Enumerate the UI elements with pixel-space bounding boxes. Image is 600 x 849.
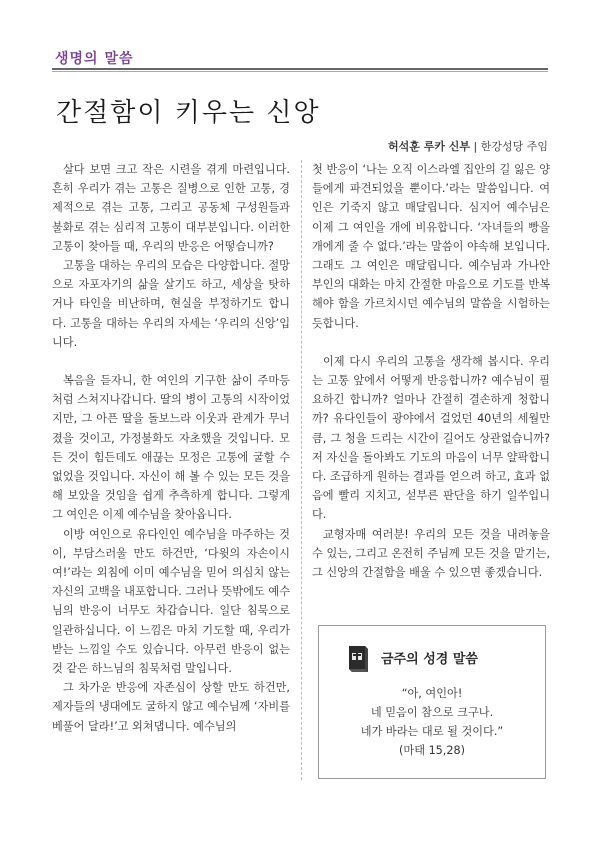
- paragraph: 이제 다시 우리의 고통을 생각해 봅시다. 우리는 고통 앞에서 어떻게 반응합니까? 예수님이 필요하긴 합니까? 얼마나 간절히 결손하게 청합니까? 유다인들이 광야에서 걸었던 40년의 세월만큼, 그 청을 드리는 시간이 길어도 상관없습니까? 저 자신을 돌아봐도 기도의 마음이 너무 얄팍합니다. 조급하게 원하는 결과를 얻으려 하고, 효과 없음에 빨리 지치고, 섣부른 판단을 하기 일쑤입니다.: [312, 354, 550, 522]
- byline-separator: |: [473, 140, 481, 153]
- section-label: 생명의 말씀: [55, 51, 134, 67]
- paragraph: 이방 여인으로 유다인인 예수님을 마주하는 것이, 부담스러울 만도 하건만, ‘다윗의 자손이시여!’라는 외침에 이미 예수님을 믿어 의심치 않는 자신의 고백을 내포합니다. 그러나 뜻밖에도 예수님의 반응이 너무도 차갑습니다. 일단 침묵으로 일관하십니다. 이 느낌은 마치 기도할 때, 우리가 받는 느낌일 수도 있습니다. 아무런 반응이 없는 것 같은 하느님의 침묵처럼 말입니다.: [52, 527, 290, 676]
- author-affiliation: 한강성당 주임: [480, 140, 548, 153]
- verse-heading: 금주의 성경 말씀: [381, 652, 478, 667]
- paragraph: 그 차가운 반응에 자존심이 상할 만도 하건만, 제자들의 냉대에도 굴하지 않고 예수님께 ‘자비를 베풀어 달라!’고 외쳐댑니다. 예수님의: [52, 681, 290, 733]
- verse-line: 네가 바라는 대로 될 것이다.”: [360, 725, 504, 738]
- paragraph: 교형자매 여러분! 우리의 모든 것을 내려놓을 수 있는, 그리고 온전히 주님께 모든 것을 맡기는, 그 신앙의 간절함을 배울 수 있으면 좋겠습니다.: [312, 527, 550, 580]
- verse-text: [319, 684, 545, 760]
- article-title: 간절함이 키우는 신앙: [56, 98, 321, 128]
- verse-line: “아, 여인아!: [401, 687, 463, 700]
- verse-reference: (마태 15,28): [399, 744, 465, 757]
- right-column: [312, 160, 550, 582]
- verse-line: 네 믿음이 참으로 크구나.: [370, 706, 494, 719]
- paragraph: 고통을 대하는 우리의 모습은 다양합니다. 절망으로 자포자기의 삶을 살기도 하고, 세상을 탓하거나 타인을 비난하며, 현실을 부정하기도 합니다. 고통을 대하는 우리의 자세는 ‘우리의 신앙’입니다.: [52, 259, 290, 349]
- header-rule: [52, 68, 548, 70]
- paragraph: 첫 반응이 ‘나는 오직 이스라엘 집안의 길 잃은 양들에게 파견되었을 뿐이다.’라는 말씀입니다. 여인은 기죽지 않고 매달립니다. 심지어 예수님은 이제 그 여인을 개에 비유합니다. ‘자녀들의 빵을 개에게 줄 수 없다.’라는 말씀이 야속해 보입니다. 그래도 그 여인은 매달립니다. 예수님과 가나안 부인의 대화는 마치 간절한 마음으로 기도를 반복해야 함을 가르치시던 예수님의 말씀을 시험하는 듯합니다.: [312, 163, 550, 330]
- header-rule-thin: [52, 71, 548, 72]
- weekly-verse-box: [318, 625, 546, 779]
- left-column: [52, 160, 290, 736]
- author-name: 허석훈 루카 신부: [387, 140, 471, 153]
- byline: [388, 138, 548, 154]
- column-divider: [301, 160, 302, 780]
- bible-icon: [345, 644, 371, 674]
- paragraph: 살다 보면 크고 작은 시련을 겪게 마련입니다. 흔히 우리가 겪는 고통은 질병으로 인한 고통, 경제적으로 겪는 고통, 그리고 공동체 구성원들과 불화로 겪는 심리적 고통이 대부분입니다. 이러한 고통이 찾아들 때, 우리의 반응은 어떻습니까?: [52, 163, 290, 253]
- paragraph: 복음을 듣자니, 한 여인의 기구한 삶이 주마등처럼 스쳐지나갑니다. 딸의 병이 고통의 시작이었지만, 그 아픈 딸을 돌보느라 이웃과 관계가 무너졌을 것이고, 가정불화도 자초했을 것입니다. 모든 것이 힘든데도 애끊는 모정은 고통에 굴할 수 없었을 것입니다. 자신이 해 볼 수 있는 모든 것을 해 보았을 것임을 쉽게 추측하게 합니다. 그렇게 그 여인은 이제 예수님을 찾아옵니다.: [52, 374, 290, 522]
